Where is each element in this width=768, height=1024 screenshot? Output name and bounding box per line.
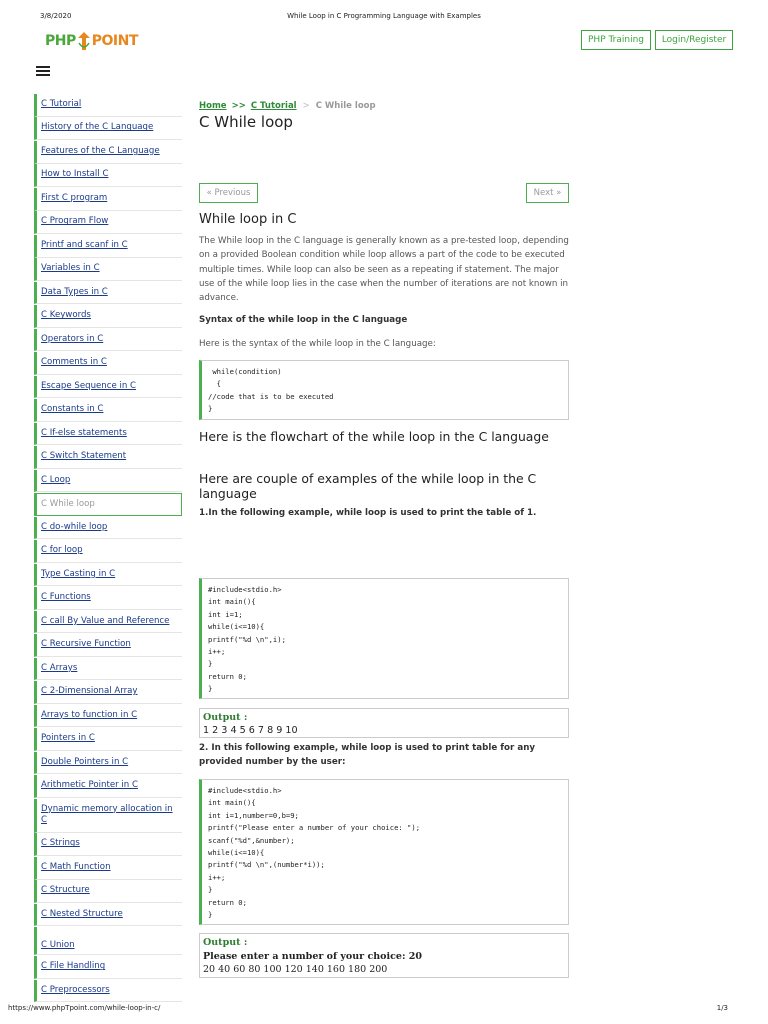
code-line: #include<stdio.h> [208, 786, 282, 795]
sidebar-item[interactable]: C Nested Structure [34, 904, 182, 927]
code-line: int i=1; [208, 609, 243, 619]
sidebar-item[interactable]: C Recursive Function [34, 634, 182, 657]
code-line: int main(){ [208, 597, 256, 607]
sidebar [34, 94, 182, 1003]
sidebar-item[interactable]: Dynamic memory allocation in C [34, 799, 182, 833]
code-line: printf("Please enter a number of your choice: "); [208, 823, 421, 833]
syntax-code-block [199, 360, 569, 420]
code-line: i++; [208, 646, 226, 656]
previous-button[interactable]: « Previous [199, 183, 258, 203]
code-line: while(i<=10){ [208, 622, 265, 632]
sidebar-item[interactable]: Double Pointers in C [34, 752, 182, 775]
sidebar-item[interactable]: Printf and scanf in C [34, 235, 182, 258]
syntax-intro: Here is the syntax of the while loop in the C language: [199, 339, 436, 349]
flowchart-heading: Here is the flowchart of the while loop in the C language [199, 429, 549, 444]
example2-code-block [199, 779, 569, 925]
sidebar-item[interactable]: C Program Flow [34, 211, 182, 234]
example1-caption: 1.In the following example, while loop is used to print the table of 1. [199, 508, 537, 518]
sidebar-item[interactable]: Type Casting in C [34, 564, 182, 587]
code-line: int main(){ [208, 798, 256, 808]
sidebar-item[interactable]: Features of the C Language [34, 141, 182, 164]
output-label: Output : [203, 937, 248, 948]
logo-text-php: PHP [45, 33, 76, 49]
sidebar-item[interactable]: C Switch Statement [34, 446, 182, 469]
page-title: C While loop [199, 113, 293, 131]
code-line: scanf("%d",&number); [208, 835, 295, 845]
code-line: } [208, 659, 213, 669]
sidebar-item[interactable]: C 2-Dimensional Array [34, 681, 182, 704]
code-line: while(condition) [208, 367, 282, 376]
syntax-heading: Syntax of the while loop in the C language [199, 315, 408, 325]
output-label: Output : [203, 712, 248, 723]
code-line: } [208, 885, 213, 895]
php-training-button[interactable]: PHP Training [581, 30, 651, 50]
sidebar-item[interactable]: C Preprocessors [34, 980, 182, 1003]
breadcrumb-separator: >> [231, 101, 246, 111]
code-line: { [208, 379, 221, 389]
sidebar-item[interactable]: C Structure [34, 880, 182, 903]
sidebar-item[interactable]: Arithmetic Pointer in C [34, 775, 182, 798]
breadcrumb-tutorial-link[interactable]: C Tutorial [250, 101, 297, 111]
code-line: } [208, 684, 213, 694]
site-logo[interactable] [45, 28, 138, 54]
example1-output-box [199, 708, 569, 738]
sidebar-item[interactable]: Variables in C [34, 258, 182, 281]
sidebar-item[interactable]: History of the C Language [34, 117, 182, 140]
sidebar-item[interactable]: How to Install C [34, 164, 182, 187]
sidebar-item[interactable]: Data Types in C [34, 282, 182, 305]
breadcrumb-current: C While loop [315, 101, 376, 111]
sidebar-item[interactable]: C for loop [34, 540, 182, 563]
sidebar-item[interactable]: Escape Sequence in C [34, 376, 182, 399]
sidebar-item[interactable]: C Strings [34, 833, 182, 856]
code-line: return 0; [208, 671, 247, 681]
breadcrumb-separator-2: > [302, 101, 310, 111]
output-text: 1 2 3 4 5 6 7 8 9 10 [203, 725, 298, 736]
sidebar-item[interactable]: Constants in C [34, 399, 182, 422]
login-register-button[interactable]: Login/Register [655, 30, 733, 50]
print-page-number: 1/3 [716, 1004, 728, 1012]
output-values: 20 40 60 80 100 120 140 160 180 200 [203, 964, 388, 975]
code-line: printf("%d \n",i); [208, 634, 286, 644]
examples-heading: Here are couple of examples of the while loop in the C language [199, 471, 537, 501]
code-line: i++; [208, 872, 226, 882]
sidebar-item[interactable]: Pointers in C [34, 728, 182, 751]
print-date: 3/8/2020 [40, 12, 72, 20]
sidebar-item[interactable]: C Union [34, 927, 182, 955]
example2-caption: 2. In this following example, while loop is used to print table for any provided number by the user: [199, 743, 536, 767]
sidebar-item[interactable]: Comments in C [34, 352, 182, 375]
sidebar-item[interactable]: Arrays to function in C [34, 705, 182, 728]
output-prompt: Please enter a number of your choice: 20 [203, 951, 422, 962]
logo-arrow-icon [77, 31, 91, 51]
code-line: while(i<=10){ [208, 847, 265, 857]
sidebar-item[interactable]: Operators in C [34, 329, 182, 352]
code-line: #include<stdio.h> [208, 585, 282, 594]
breadcrumb-home-link[interactable]: Home [199, 101, 227, 111]
sidebar-item[interactable]: First C program [34, 188, 182, 211]
print-title: While Loop in C Programming Language with Examples [287, 12, 481, 20]
code-line: } [208, 404, 213, 414]
code-line: } [208, 909, 213, 919]
sidebar-item[interactable]: C do-while loop [34, 517, 182, 540]
sidebar-item[interactable]: C Loop [34, 470, 182, 493]
sidebar-item[interactable]: C While loop [34, 493, 182, 516]
sidebar-item[interactable]: C If-else statements [34, 423, 182, 446]
intro-paragraph: The While loop in the C language is generally known as a pre-tested loop, depending on a provided Boolean condition while loop allows a part of the code to be executed multiple times. While loop can also be seen as a repeating if statement. The major use of the while loop lies in the case when the number of iterations are not known in advance. [199, 236, 569, 304]
example1-code-block [199, 578, 569, 699]
sidebar-item[interactable]: C Math Function [34, 857, 182, 880]
code-line: int i=1,number=0,b=9; [208, 810, 299, 820]
sidebar-item[interactable]: C Keywords [34, 305, 182, 328]
sidebar-item[interactable]: C Functions [34, 587, 182, 610]
sidebar-item[interactable]: C call By Value and Reference [34, 611, 182, 634]
breadcrumb [199, 101, 376, 111]
sidebar-item[interactable]: C File Handling [34, 956, 182, 979]
sidebar-item[interactable]: C Tutorial [34, 94, 182, 117]
print-url: https://www.phpTpoint.com/while-loop-in-c/ [8, 1004, 161, 1012]
code-line: return 0; [208, 897, 247, 907]
example2-output-box [199, 933, 569, 978]
code-line: printf("%d \n",(number*i)); [208, 860, 325, 870]
sidebar-item[interactable]: C Arrays [34, 658, 182, 681]
section-heading: While loop in C [199, 212, 297, 227]
next-button[interactable]: Next » [526, 183, 569, 203]
menu-icon[interactable] [36, 66, 50, 78]
logo-text-point: POINT [91, 33, 138, 49]
code-line: //code that is to be executed [208, 391, 334, 401]
